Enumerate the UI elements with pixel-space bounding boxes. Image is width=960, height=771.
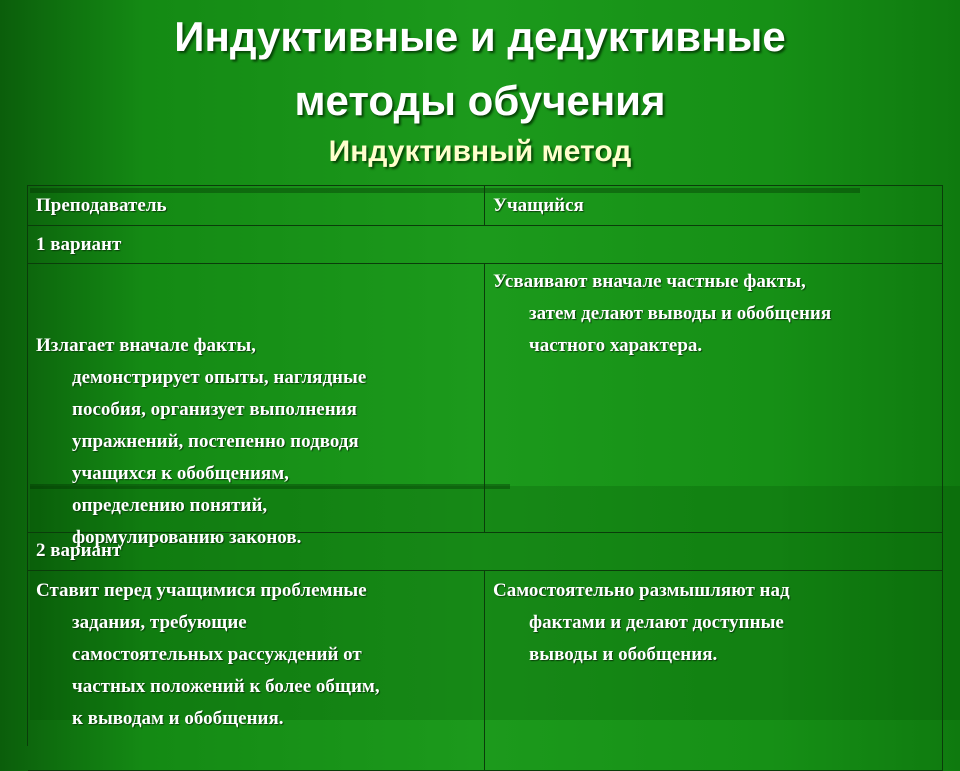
text-line: учащихся к обобщениям, — [72, 463, 289, 484]
variant-1-teacher-cell — [28, 264, 485, 548]
text-line: задания, требующие — [72, 612, 247, 633]
header-student: Учащийся — [485, 186, 943, 226]
text-line: демонстрирует опыты, наглядные — [72, 367, 367, 388]
text-line: фактами и делают доступные — [529, 612, 784, 633]
variant-2-teacher-cell — [28, 571, 485, 771]
header-teacher: Преподаватель — [28, 186, 485, 226]
variant-1-student-cell — [485, 264, 943, 533]
slide-subtitle: Индуктивный метод — [328, 135, 632, 168]
text-line: Самостоятельно размышляют над — [493, 580, 790, 601]
text-line: частных положений к более общим, — [72, 676, 380, 697]
text-line: Усваивают вначале частные факты, — [493, 271, 806, 292]
variant-2-label: 2 вариант — [28, 533, 943, 571]
variant-1-label: 1 вариант — [28, 226, 943, 264]
text-line: выводы и обобщения. — [529, 644, 718, 665]
text-line: Излагает вначале факты, — [36, 335, 256, 356]
text-line: частного характера. — [529, 335, 703, 356]
text-line: затем делают выводы и обобщения — [529, 303, 832, 324]
methods-table — [27, 185, 943, 746]
text-line: Ставит перед учащимися проблемные — [36, 580, 367, 601]
slide-title-line1: Индуктивные и дедуктивные — [174, 13, 786, 60]
text-line: к выводам и обобщения. — [72, 708, 284, 729]
text-line: формулированию законов. — [72, 527, 302, 548]
text-line: самостоятельных рассуждений от — [72, 644, 362, 665]
text-line: пособия, организует выполнения — [72, 399, 357, 420]
text-line: упражнений, постепенно подводя — [72, 431, 359, 452]
text-line: определению понятий, — [72, 495, 268, 516]
slide-title-line2: методы обучения — [294, 77, 666, 124]
variant-2-student-cell — [485, 571, 943, 771]
